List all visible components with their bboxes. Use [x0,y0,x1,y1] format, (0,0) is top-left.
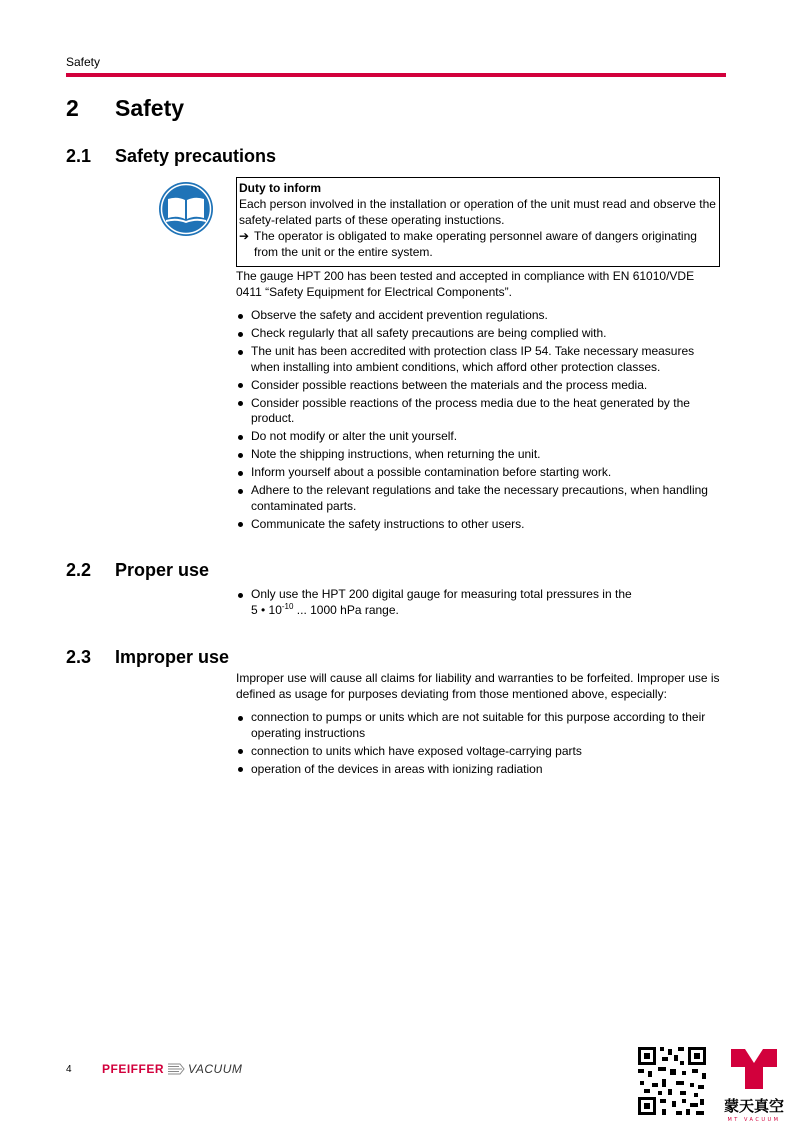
list-item: operation of the devices in areas with ionizing radiation [236,762,722,778]
pressure-range-suffix: ... 1000 hPa range. [293,602,399,617]
pressure-exponent: -10 [281,601,294,611]
improper-use-paragraph: Improper use will cause all claims for liability and warranties to be forfeited. Improper use is defined as usage for purposes deviating from those mentioned above, especially: [236,671,720,701]
logo-stripes-icon [166,1062,186,1076]
logo-brand: PFEIFFER [102,1062,165,1076]
list-item: Note the shipping instructions, when returning the unit. [236,447,722,463]
improper-use-list [236,710,722,780]
chapter-title: Safety [115,95,185,121]
section-number-2-1: 2.1 [66,146,92,166]
list-item: The unit has been accredited with protection class IP 54. Take necessary measures when installing into ambient conditions, which afford other protection classes. [236,344,722,375]
list-item: connection to pumps or units which are not suitable for this purpose according to their operating instructions [236,710,722,741]
list-item: Do not modify or alter the unit yourself. [236,429,722,445]
logo-sub: VACUUM [188,1062,243,1076]
notice-arrow-line [239,228,717,260]
mt-chinese-name: 蒙天真空 [723,1097,785,1115]
list-item: Observe the safety and accident prevention regulations. [236,308,722,324]
section-number-2-2: 2.2 [66,560,92,580]
section-title-2-3: Improper use [115,647,230,667]
safety-intro-paragraph: The gauge HPT 200 has been tested and accepted in compliance with EN 61010/VDE 0411 “Safety Equipment for Electrical Components”. [236,269,695,299]
list-item: Adhere to the relevant regulations and take the necessary precautions, when handling contaminated parts. [236,483,722,514]
duty-to-inform-notice [236,177,720,267]
list-item: Consider possible reactions between the materials and the process media. [236,378,722,394]
section-title-2-1: Safety precautions [115,146,277,166]
header-rule [66,73,726,77]
section-number-2-3: 2.3 [66,647,92,667]
arrow-right-icon: ➔ [239,229,250,243]
list-item: Check regularly that all safety precautions are being complied with. [236,326,722,342]
notice-title: Duty to inform [239,181,321,195]
list-item: Consider possible reactions of the process media due to the heat generated by the product. [236,396,722,427]
mt-vacuum-logo [715,1045,793,1122]
list-item: Communicate the safety instructions to other users. [236,517,722,533]
proper-use-list [236,587,722,621]
mt-english-name: MT VACUUM [727,1117,781,1122]
section-title-2-2: Proper use [115,560,210,580]
list-item: connection to units which have exposed voltage-carrying parts [236,744,722,760]
list-item [236,587,722,618]
safety-precautions-list [236,308,722,535]
notice-text: Each person involved in the installation or operation of the unit must read and observe the safety-related parts of these operating instuctions. [239,197,716,227]
page-number: 4 [66,1064,72,1075]
pressure-range-prefix: 5 • 10 [251,602,282,617]
list-item: Inform yourself about a possible contamination before starting work. [236,465,722,481]
proper-use-line: Only use the HPT 200 digital gauge for measuring total pressures in the [251,587,632,601]
qr-code-icon [636,1045,708,1117]
notice-arrow-text: The operator is obligated to make operating personnel aware of dangers originating from the unit or the entire system. [254,229,697,259]
book-icon [158,181,214,237]
pfeiffer-logo [102,1062,242,1076]
chapter-number: 2 [66,95,79,121]
running-header: Safety [66,55,101,69]
